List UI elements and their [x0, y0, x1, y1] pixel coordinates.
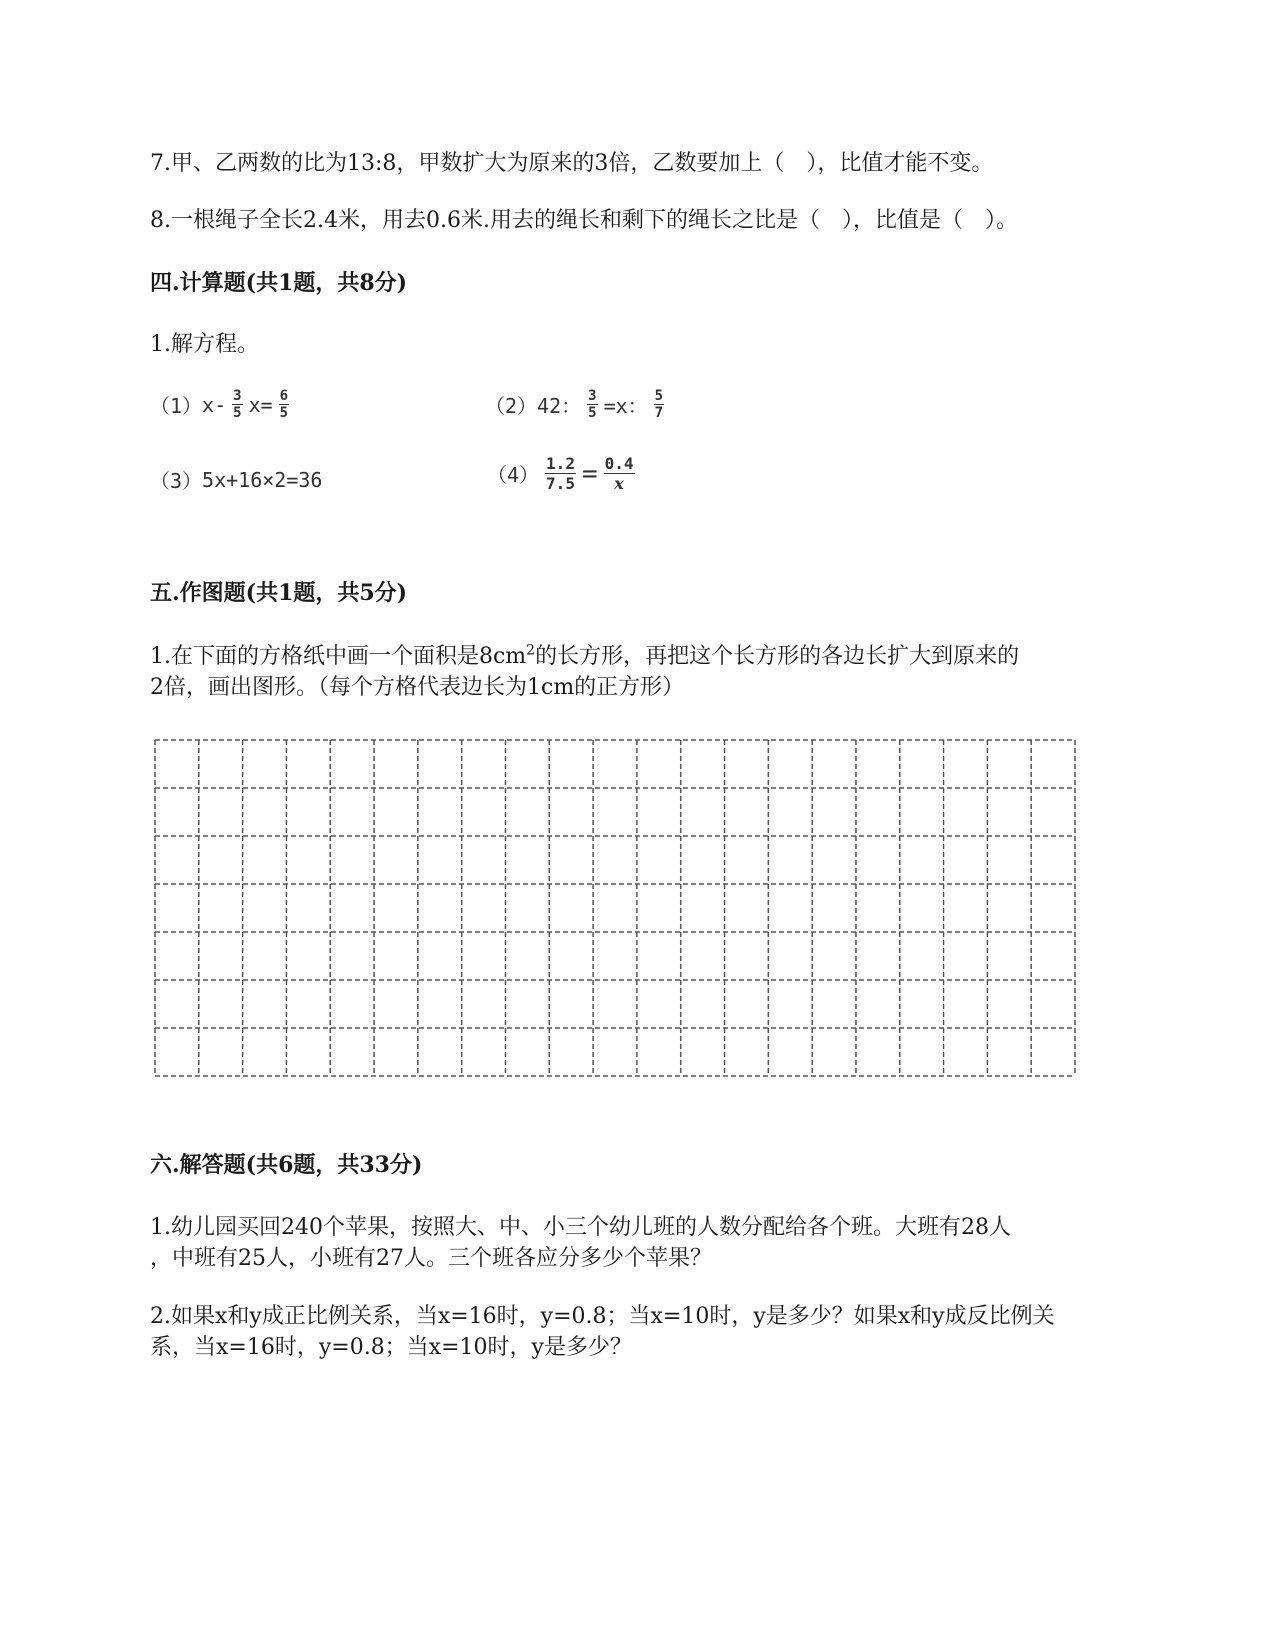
section-6-question-1-line-1: 1.幼儿园买回240个苹果，按照大、中、小三个幼儿班的人数分配给各个班。大班有28人	[150, 1215, 1011, 1240]
equation-2-part-a: 42：	[537, 394, 582, 418]
equation-1-fraction-1	[232, 388, 242, 421]
question-7: 7.甲、乙两数的比为13:8，甲数扩大为原来的3倍，乙数要加上（ ），比值才能不变。	[150, 151, 994, 176]
section-5-heading: 五.作图题(共1题，共5分)	[150, 580, 408, 606]
question-text: 的长方形，再把这个长方形的各边长扩大到原来的	[535, 644, 1020, 669]
section-4-question-1: 1.解方程。	[150, 332, 259, 357]
equation-4-equals: =	[581, 458, 598, 489]
equation-1	[150, 388, 295, 421]
section-5-question-1-line-2: 2倍，画出图形。（每个方格代表边长为1cm的正方形）	[150, 675, 685, 700]
fraction-denominator: 7.5	[546, 474, 575, 493]
fraction-numerator: 3	[588, 388, 597, 404]
square-grid-paper[interactable]	[153, 738, 1077, 1078]
section-6-heading: 六.解答题(共6题，共33分)	[150, 1152, 423, 1178]
section-5-question-1-line-1	[150, 642, 1019, 672]
equation-3-body: 5x+16×2=36	[202, 467, 323, 492]
section-6-question-2-line-1: 2.如果x和y成正比例关系，当x=16时，y=0.8；当x=10时，y是多少？如果x和y成反比例关	[150, 1304, 1055, 1329]
equation-1-part-a: x-	[202, 392, 227, 417]
equation-1-fraction-2	[279, 388, 289, 421]
equation-3	[150, 465, 322, 494]
fraction-numerator: 6	[279, 388, 289, 404]
equation-2-part-b: =x：	[603, 394, 648, 418]
equation-3-label: （3）	[150, 469, 203, 493]
fraction-denominator: 5	[233, 405, 242, 421]
fraction-denominator	[614, 474, 624, 493]
fraction-numerator: 3	[233, 388, 242, 404]
equation-1-part-b: x=	[248, 392, 273, 417]
question-text: 1.在下面的方格纸中画一个面积是8cm	[150, 644, 527, 669]
equation-4-fraction-1	[545, 454, 576, 493]
equation-4	[487, 454, 641, 493]
equation-2-label: （2）	[485, 394, 538, 418]
equation-2	[485, 388, 670, 421]
fraction-numerator: 0.4	[604, 454, 634, 473]
equation-2-fraction-1	[587, 388, 597, 421]
fraction-denominator: 7	[654, 405, 664, 421]
superscript-2: 2	[526, 642, 536, 659]
fraction-numerator: 5	[654, 388, 664, 404]
section-4-heading: 四.计算题(共1题，共8分)	[150, 270, 408, 296]
fraction-denominator: 5	[279, 405, 289, 421]
fraction-denominator: 5	[588, 405, 597, 421]
fraction-numerator: 1.2	[546, 454, 575, 473]
equation-4-label: （4）	[487, 463, 540, 487]
variable-x: x	[614, 474, 624, 493]
section-6-question-2-line-2: 系，当x=16时，y=0.8；当x=10时，y是多少？	[150, 1335, 632, 1360]
equation-4-fraction-2	[604, 454, 635, 493]
equation-1-label: （1）	[150, 394, 203, 418]
section-6-question-1-line-2: ，中班有25人，小班有27人。三个班各应分多少个苹果？	[150, 1246, 712, 1271]
equation-2-fraction-2	[654, 388, 664, 421]
question-8: 8.一根绳子全长2.4米，用去0.6米.用去的绳长和剩下的绳长之比是（ ），比值是（ ）。	[150, 208, 1018, 233]
